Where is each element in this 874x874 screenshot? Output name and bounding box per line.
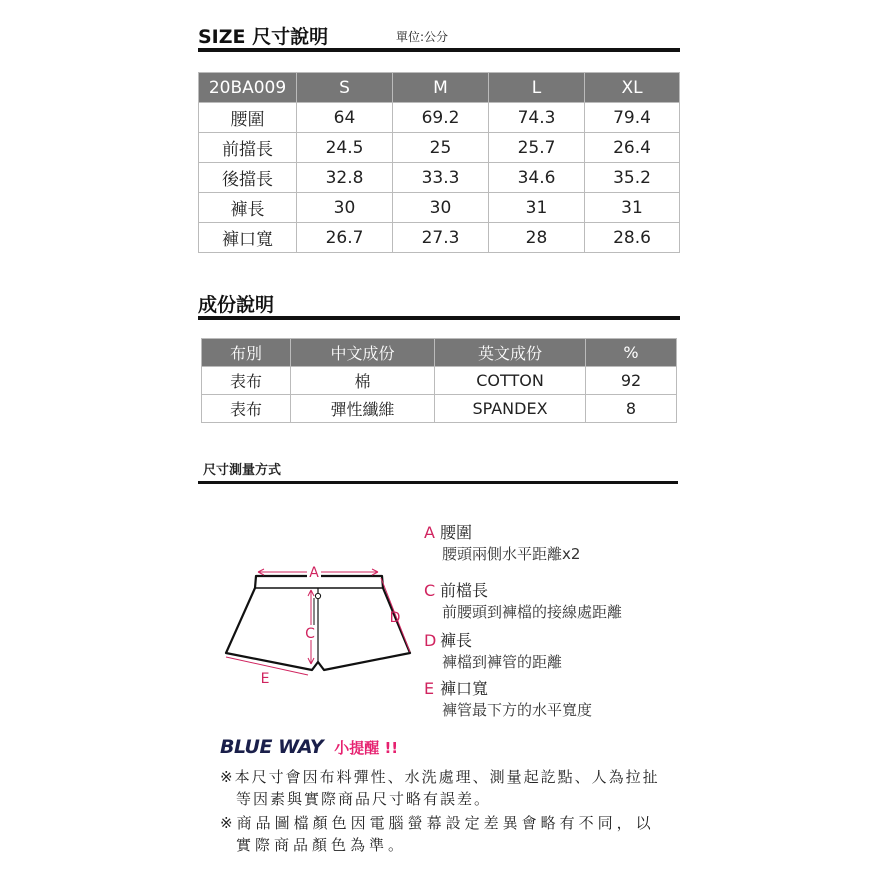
brand-logo: BLUE WAY <box>220 736 324 758</box>
composition-table-header <box>202 339 677 367</box>
measure-legend <box>424 520 674 724</box>
legend-item <box>424 520 674 570</box>
reminder-header <box>220 736 398 758</box>
button-icon <box>315 593 320 598</box>
legend-key: C <box>424 581 436 600</box>
table-cell: 表布 <box>202 367 291 395</box>
shorts-diagram <box>218 558 418 693</box>
table-cell: 28.6 <box>585 223 680 253</box>
reminder-note <box>220 812 680 856</box>
table-cell: 32.8 <box>297 163 393 193</box>
table-cell: 30 <box>297 193 393 223</box>
reminder-label: 小提醒 !! <box>334 739 399 757</box>
note-line: ※本尺寸會因布料彈性、水洗處理、測量起訖點、人為拉扯 <box>220 768 660 786</box>
size-header-xl: XL <box>585 73 680 103</box>
legend-key: E <box>424 679 435 698</box>
comp-header-chinese: 中文成份 <box>291 339 435 367</box>
table-row <box>199 163 680 193</box>
unit-label: 單位:公分 <box>396 30 449 44</box>
legend-title: 褲長 <box>440 631 473 650</box>
comp-header-english: 英文成份 <box>435 339 586 367</box>
legend-key: A <box>424 523 435 542</box>
table-cell: 25 <box>393 133 489 163</box>
table-cell: 8 <box>586 395 677 423</box>
table-cell: 64 <box>297 103 393 133</box>
size-header-style: 20BA009 <box>199 73 297 103</box>
legend-item <box>424 578 674 628</box>
table-cell: 表布 <box>202 395 291 423</box>
composition-title-rule <box>198 316 680 320</box>
legend-desc: 前腰頭到褲檔的接線處距離 <box>442 603 623 621</box>
size-title-rule <box>198 48 680 52</box>
table-row <box>199 223 680 253</box>
size-section-title: SIZE 尺寸說明 <box>198 26 329 48</box>
size-table <box>198 72 680 253</box>
label-a: A <box>309 565 319 581</box>
row-label: 前擋長 <box>199 133 297 163</box>
table-cell: 28 <box>489 223 585 253</box>
label-c: C <box>305 626 315 642</box>
legend-title: 前檔長 <box>440 581 489 600</box>
reminder-note <box>220 766 680 810</box>
legend-item <box>424 676 674 724</box>
note-line: ※商品圖檔顏色因電腦螢幕設定差異會略有不同，以 <box>220 814 655 832</box>
table-cell: COTTON <box>435 367 586 395</box>
legend-item <box>424 628 674 676</box>
table-cell: 24.5 <box>297 133 393 163</box>
legend-desc: 褲檔到褲管的距離 <box>442 653 563 671</box>
measure-section-title: 尺寸測量方式 <box>203 463 282 478</box>
table-cell: 34.6 <box>489 163 585 193</box>
size-header-s: S <box>297 73 393 103</box>
table-cell: SPANDEX <box>435 395 586 423</box>
table-cell: 27.3 <box>393 223 489 253</box>
legend-desc: 腰頭兩側水平距離x2 <box>442 545 581 563</box>
table-cell: 31 <box>585 193 680 223</box>
legend-desc: 褲管最下方的水平寬度 <box>442 701 593 719</box>
table-row <box>199 193 680 223</box>
label-d: D <box>389 610 401 626</box>
table-row <box>202 395 677 423</box>
table-cell: 74.3 <box>489 103 585 133</box>
size-table-header <box>199 73 680 103</box>
table-cell: 35.2 <box>585 163 680 193</box>
table-row <box>199 103 680 133</box>
comp-header-percent: % <box>586 339 677 367</box>
table-cell: 92 <box>586 367 677 395</box>
row-label: 腰圍 <box>199 103 297 133</box>
note-line: 實際商品顏色為準。 <box>236 836 408 854</box>
legend-key: D <box>424 631 437 650</box>
size-header-m: M <box>393 73 489 103</box>
table-cell: 26.4 <box>585 133 680 163</box>
size-header-l: L <box>489 73 585 103</box>
table-row <box>202 367 677 395</box>
table-cell: 26.7 <box>297 223 393 253</box>
table-cell: 25.7 <box>489 133 585 163</box>
legend-title: 褲口寬 <box>440 679 489 698</box>
row-label: 褲口寬 <box>199 223 297 253</box>
table-cell: 30 <box>393 193 489 223</box>
table-cell: 彈性纖維 <box>291 395 435 423</box>
label-e: E <box>260 671 270 687</box>
table-cell: 31 <box>489 193 585 223</box>
table-cell: 69.2 <box>393 103 489 133</box>
row-label: 褲長 <box>199 193 297 223</box>
note-line: 等因素與實際商品尺寸略有誤差。 <box>236 790 492 808</box>
table-cell: 棉 <box>291 367 435 395</box>
measure-title-rule <box>198 481 678 484</box>
comp-header-fabric: 布別 <box>202 339 291 367</box>
legend-title: 腰圍 <box>440 523 473 542</box>
table-cell: 79.4 <box>585 103 680 133</box>
composition-section-title: 成份說明 <box>198 294 275 316</box>
table-cell: 33.3 <box>393 163 489 193</box>
row-label: 後擋長 <box>199 163 297 193</box>
table-row <box>199 133 680 163</box>
composition-table <box>201 338 677 423</box>
